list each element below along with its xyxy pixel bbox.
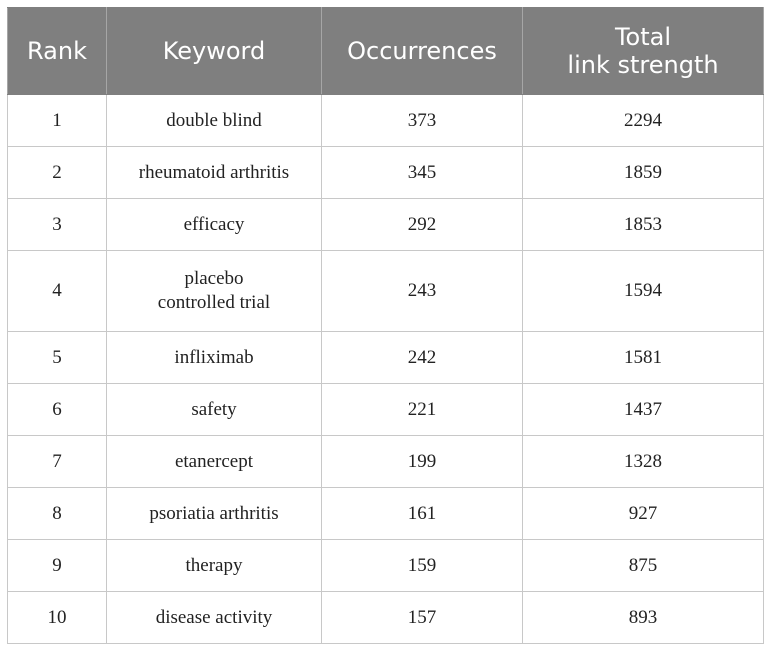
header-total-link-strength <box>523 8 764 95</box>
rank-cell: 10 <box>8 592 107 644</box>
rank-cell: 3 <box>8 199 107 251</box>
table-row <box>8 147 764 199</box>
keyword-cell <box>107 251 322 332</box>
link-strength-cell: 927 <box>523 488 764 540</box>
occurrences-cell: 345 <box>322 147 523 199</box>
table-row <box>8 540 764 592</box>
rank-cell: 7 <box>8 436 107 488</box>
link-strength-cell: 1853 <box>523 199 764 251</box>
header-link-strength-line2: link strength <box>567 51 719 79</box>
occurrences-cell: 157 <box>322 592 523 644</box>
keyword-cell: etanercept <box>107 436 322 488</box>
table-row <box>8 95 764 147</box>
table-row <box>8 592 764 644</box>
table-body <box>8 95 764 644</box>
table-row <box>8 488 764 540</box>
occurrences-cell: 373 <box>322 95 523 147</box>
keyword-line: placebo <box>184 268 244 289</box>
rank-cell: 2 <box>8 147 107 199</box>
occurrences-cell: 199 <box>322 436 523 488</box>
link-strength-cell: 1859 <box>523 147 764 199</box>
keyword-cell: disease activity <box>107 592 322 644</box>
occurrences-cell: 243 <box>322 251 523 332</box>
link-strength-cell: 1437 <box>523 384 764 436</box>
link-strength-cell: 2294 <box>523 95 764 147</box>
keyword-cell: efficacy <box>107 199 322 251</box>
keyword-table <box>7 7 764 644</box>
keyword-line: controlled trial <box>157 292 271 313</box>
table-row <box>8 436 764 488</box>
table-row <box>8 199 764 251</box>
occurrences-cell: 159 <box>322 540 523 592</box>
rank-cell: 9 <box>8 540 107 592</box>
link-strength-cell: 875 <box>523 540 764 592</box>
table-row <box>8 384 764 436</box>
header-row <box>8 8 764 95</box>
rank-cell: 6 <box>8 384 107 436</box>
occurrences-cell: 221 <box>322 384 523 436</box>
keyword-cell: safety <box>107 384 322 436</box>
header-occurrences: Occurrences <box>322 8 523 95</box>
keyword-cell: rheumatoid arthritis <box>107 147 322 199</box>
header-link-strength-line1: Total <box>614 23 672 51</box>
rank-cell: 1 <box>8 95 107 147</box>
keyword-cell: infliximab <box>107 332 322 384</box>
header-keyword: Keyword <box>107 8 322 95</box>
occurrences-cell: 292 <box>322 199 523 251</box>
rank-cell: 5 <box>8 332 107 384</box>
link-strength-cell: 1581 <box>523 332 764 384</box>
table-header <box>8 8 764 95</box>
table-row <box>8 251 764 332</box>
keyword-cell: therapy <box>107 540 322 592</box>
header-rank: Rank <box>8 8 107 95</box>
occurrences-cell: 161 <box>322 488 523 540</box>
keyword-cell: double blind <box>107 95 322 147</box>
keyword-cell: psoriatia arthritis <box>107 488 322 540</box>
rank-cell: 8 <box>8 488 107 540</box>
table-row <box>8 332 764 384</box>
rank-cell: 4 <box>8 251 107 332</box>
link-strength-cell: 1594 <box>523 251 764 332</box>
link-strength-cell: 1328 <box>523 436 764 488</box>
link-strength-cell: 893 <box>523 592 764 644</box>
occurrences-cell: 242 <box>322 332 523 384</box>
